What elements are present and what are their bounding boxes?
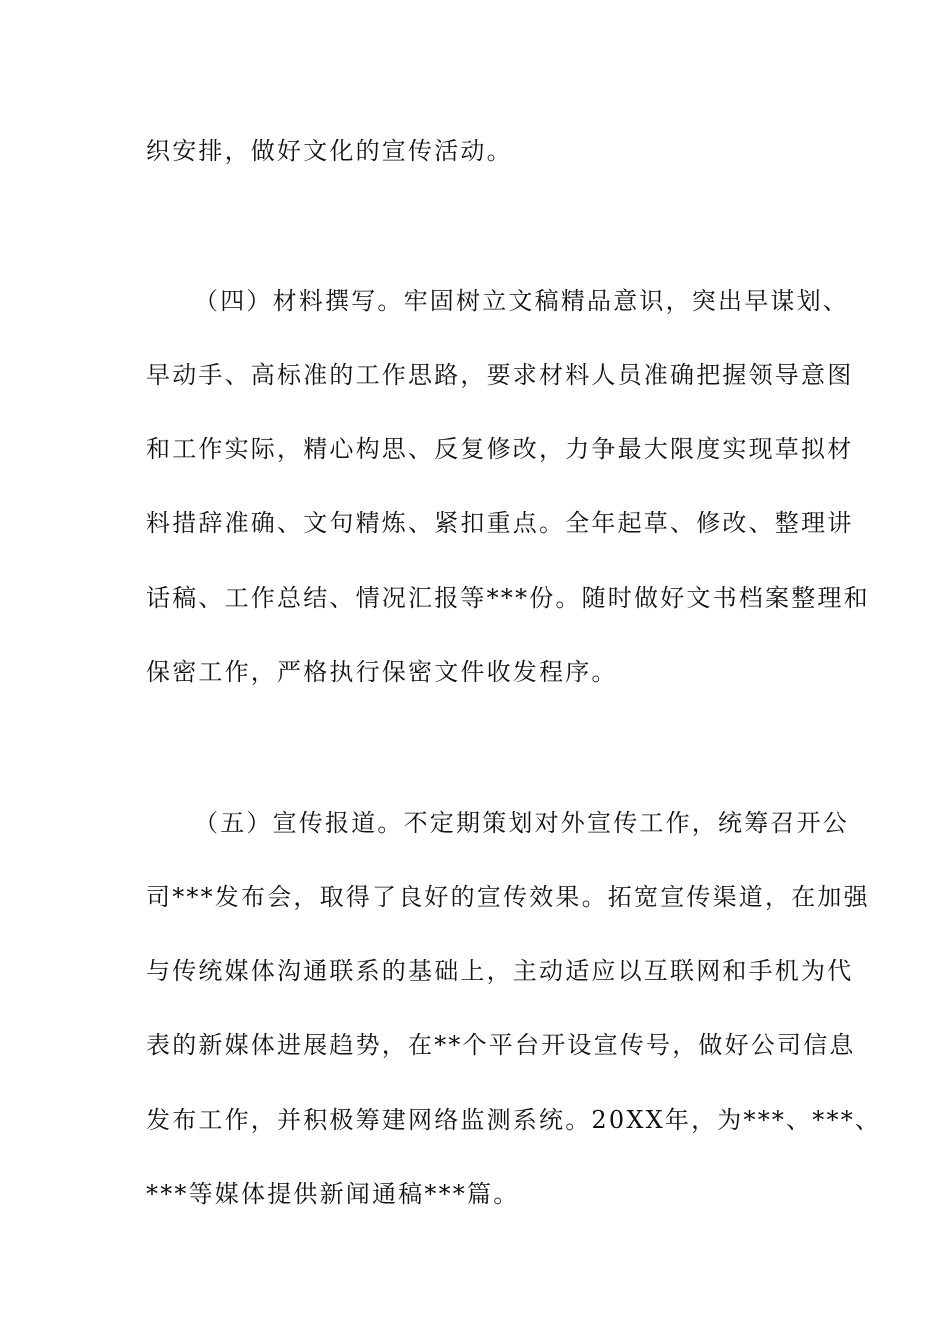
section-5-heading-line: （五）宣传报道。不定期策划对外宣传工作，统筹召开公 [194, 809, 849, 837]
text-line-13: ***等媒体提供新闻通稿***篇。 [146, 1180, 520, 1208]
text-line-4: 和工作实际，精心构思、反复修改，力争最大限度实现草拟材 [146, 435, 854, 463]
text-line-11: 表的新媒体进展趋势，在**个平台开设宣传号，做好公司信息 [146, 1031, 856, 1059]
text-line-12: 发布工作，并积极筹建网络监测系统。20XX年，为***、***、 [146, 1106, 882, 1134]
text-line-6: 话稿、工作总结、情况汇报等***份。随时做好文书档案整理和 [146, 584, 870, 612]
text-line-5: 料措辞准确、文句精炼、紧扣重点。全年起草、修改、整理讲 [146, 509, 854, 537]
text-line-3: 早动手、高标准的工作思路，要求材料人员准确把握领导意图 [146, 361, 854, 389]
text-line-9: 司***发布会，取得了良好的宣传效果。拓宽宣传渠道，在加强 [146, 883, 870, 911]
section-4-heading-line: （四）材料撰写。牢固树立文稿精品意识，突出早谋划、 [194, 287, 849, 315]
text-line-1: 织安排，做好文化的宣传活动。 [146, 137, 513, 165]
text-line-10: 与传统媒体沟通联系的基础上，主动适应以互联网和手机为代 [146, 957, 854, 985]
text-line-7: 保密工作，严格执行保密文件收发程序。 [146, 658, 618, 686]
